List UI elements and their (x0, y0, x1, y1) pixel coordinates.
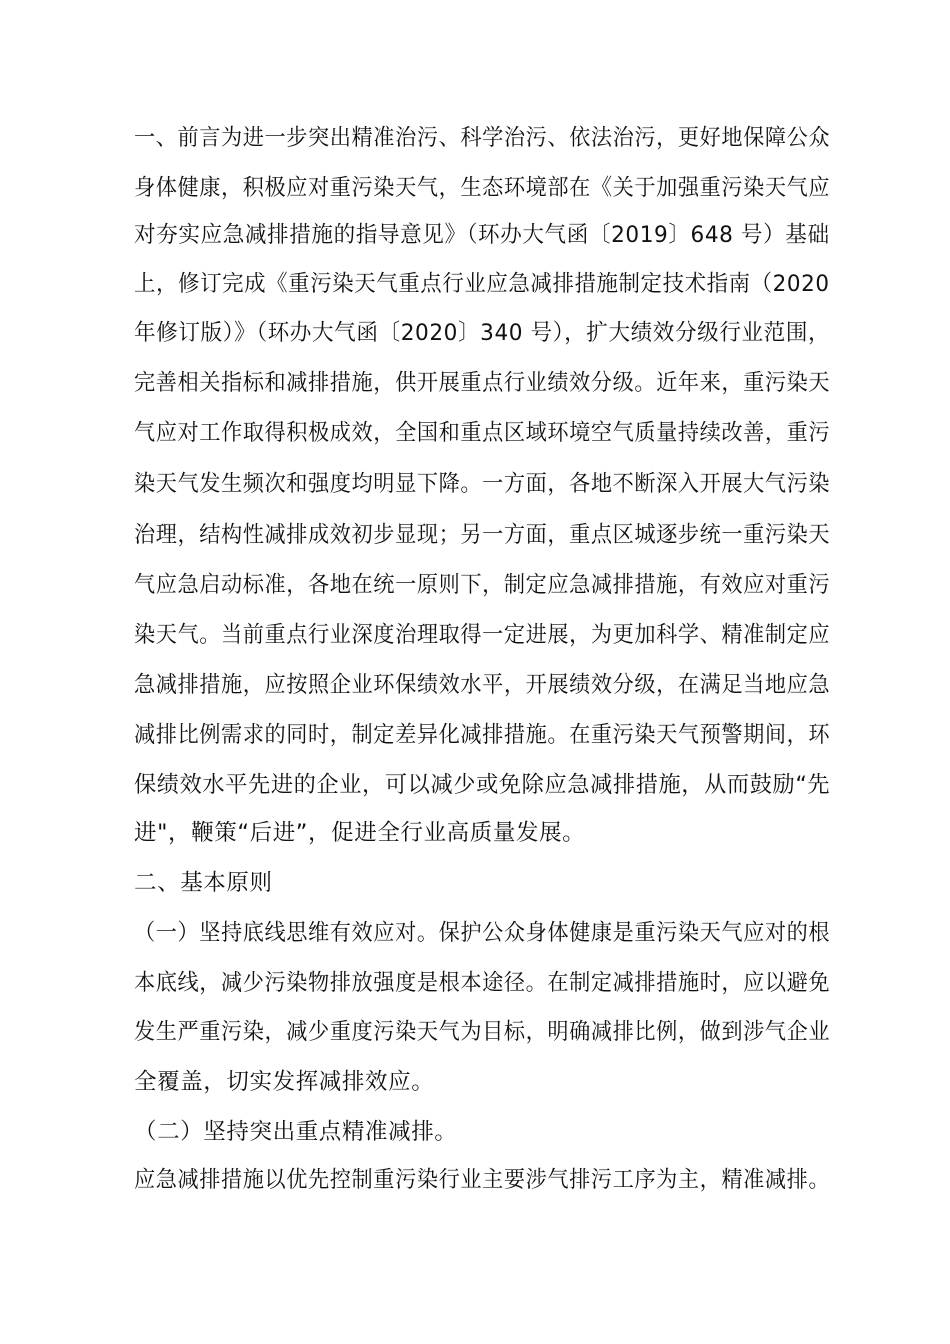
text-line: 身体健康，积极应对重污染天气，生态环境部在《关于加强重污染天气应 (134, 175, 831, 201)
section-heading: 二、基本原则 (134, 870, 273, 896)
text-line: 减排比例需求的同时，制定差异化减排措施。在重污染天气预警期间，环 (134, 722, 831, 748)
text-line: 上，修订完成《重污染天气重点行业应急减排措施制定技术指南（2020 (134, 271, 830, 297)
text-line: 本底线，减少污染物排放强度是根本途径。在制定减排措施时，应以避免 (134, 970, 831, 996)
text-line: 治理，结构性减排成效初步显现；另一方面，重点区城逐步统一重污染天 (134, 522, 831, 548)
text-line: 发生严重污染，减少重度污染天气为目标，明确减排比例，做到涉气企业 (134, 1019, 831, 1045)
text-line: 一、前言为进一步突出精准治污、科学治污、依法治污，更好地保障公众 (134, 125, 831, 151)
text-line: 全覆盖，切实发挥减排效应。 (134, 1069, 435, 1095)
text-line: 染天气发生频次和强度均明显下降。一方面，各地不断深入开展大气污染 (134, 471, 831, 497)
text-line: 染天气。当前重点行业深度治理取得一定进展，为更加科学、精准制定应 (134, 622, 831, 648)
text-line: 气应急启动标准，各地在统一原则下，制定应急减排措施，有效应对重污 (134, 572, 831, 598)
text-line: 完善相关指标和减排措施，供开展重点行业绩效分级。近年来，重污染天 (134, 370, 831, 396)
text-line: 应急减排措施以优先控制重污染行业主要涉气排污工序为主，精准减排。 (134, 1167, 831, 1193)
text-line: 对夯实应急减排措施的指导意见》（环办大气函〔2019〕648 号）基础 (134, 222, 830, 248)
text-line: 进"，鞭策“后进”，促进全行业高质量发展。 (134, 820, 586, 846)
text-line: 保绩效水平先进的企业，可以减少或免除应急减排措施，从而鼓励“先 (134, 772, 831, 798)
text-line: 年修订版）》（环办大气函〔2020〕340 号），扩大绩效分级行业范围， (134, 320, 831, 346)
text-line: 气应对工作取得积极成效，全国和重点区域环境空气质量持续改善，重污 (134, 420, 831, 446)
subsection-heading: （二）坚持突出重点精准减排。 (134, 1119, 458, 1145)
text-line: 急减排措施，应按照企业环保绩效水平，开展绩效分级，在满足当地应急 (134, 672, 831, 698)
text-line: （一）坚持底线思维有效应对。保护公众身体健康是重污染天气应对的根 (134, 920, 831, 946)
